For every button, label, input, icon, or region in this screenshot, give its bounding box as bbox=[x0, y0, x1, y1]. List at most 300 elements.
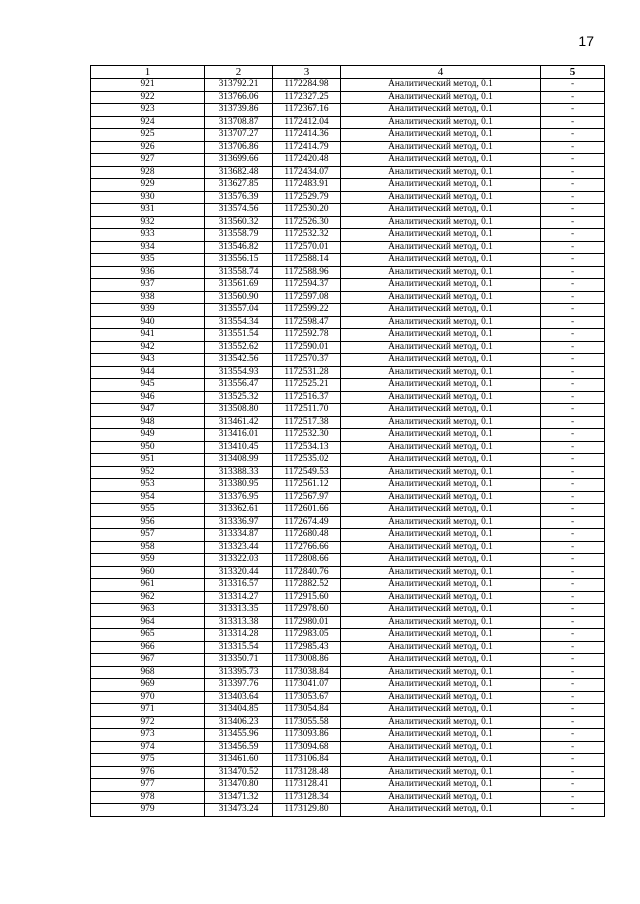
point-number-cell: 947 bbox=[91, 404, 205, 417]
point-number-cell: 940 bbox=[91, 316, 205, 329]
point-number-cell: 943 bbox=[91, 354, 205, 367]
note-cell: - bbox=[541, 316, 605, 329]
note-cell: - bbox=[541, 366, 605, 379]
method-cell: Аналитический метод, 0.1 bbox=[341, 804, 541, 817]
table-row bbox=[91, 804, 605, 817]
y-coordinate-cell: 1172414.36 bbox=[273, 129, 341, 142]
method-cell: Аналитический метод, 0.1 bbox=[341, 566, 541, 579]
y-coordinate-cell: 1172532.30 bbox=[273, 429, 341, 442]
method-cell: Аналитический метод, 0.1 bbox=[341, 479, 541, 492]
table-row bbox=[91, 291, 605, 304]
point-number-cell: 964 bbox=[91, 616, 205, 629]
note-cell: - bbox=[541, 291, 605, 304]
y-coordinate-cell: 1172597.08 bbox=[273, 291, 341, 304]
y-coordinate-cell: 1173093.86 bbox=[273, 729, 341, 742]
point-number-cell: 971 bbox=[91, 704, 205, 717]
table-row bbox=[91, 179, 605, 192]
point-number-cell: 941 bbox=[91, 329, 205, 342]
point-number-cell: 976 bbox=[91, 766, 205, 779]
table-row bbox=[91, 204, 605, 217]
x-coordinate-cell: 313408.99 bbox=[205, 454, 273, 467]
table-row bbox=[91, 754, 605, 767]
point-number-cell: 977 bbox=[91, 779, 205, 792]
table-row bbox=[91, 741, 605, 754]
method-cell: Аналитический метод, 0.1 bbox=[341, 779, 541, 792]
note-cell: - bbox=[541, 354, 605, 367]
note-cell: - bbox=[541, 641, 605, 654]
note-cell: - bbox=[541, 91, 605, 104]
method-cell: Аналитический метод, 0.1 bbox=[341, 666, 541, 679]
method-cell: Аналитический метод, 0.1 bbox=[341, 441, 541, 454]
method-cell: Аналитический метод, 0.1 bbox=[341, 716, 541, 729]
table-row bbox=[91, 429, 605, 442]
point-number-cell: 979 bbox=[91, 804, 205, 817]
note-cell: - bbox=[541, 716, 605, 729]
table-row bbox=[91, 629, 605, 642]
y-coordinate-cell: 1172674.49 bbox=[273, 516, 341, 529]
y-coordinate-cell: 1172978.60 bbox=[273, 604, 341, 617]
note-cell: - bbox=[541, 479, 605, 492]
table-row bbox=[91, 529, 605, 542]
point-number-cell: 970 bbox=[91, 691, 205, 704]
y-coordinate-cell: 1172599.22 bbox=[273, 304, 341, 317]
x-coordinate-cell: 313403.64 bbox=[205, 691, 273, 704]
method-cell: Аналитический метод, 0.1 bbox=[341, 579, 541, 592]
table-row bbox=[91, 329, 605, 342]
point-number-cell: 921 bbox=[91, 79, 205, 92]
method-cell: Аналитический метод, 0.1 bbox=[341, 379, 541, 392]
x-coordinate-cell: 313706.86 bbox=[205, 141, 273, 154]
y-coordinate-cell: 1172594.37 bbox=[273, 279, 341, 292]
point-number-cell: 953 bbox=[91, 479, 205, 492]
table-row bbox=[91, 679, 605, 692]
y-coordinate-cell: 1172284.98 bbox=[273, 79, 341, 92]
note-cell: - bbox=[541, 666, 605, 679]
point-number-cell: 925 bbox=[91, 129, 205, 142]
x-coordinate-cell: 313314.28 bbox=[205, 629, 273, 642]
method-cell: Аналитический метод, 0.1 bbox=[341, 604, 541, 617]
x-coordinate-cell: 313525.32 bbox=[205, 391, 273, 404]
x-coordinate-cell: 313313.35 bbox=[205, 604, 273, 617]
table-row bbox=[91, 604, 605, 617]
point-number-cell: 974 bbox=[91, 741, 205, 754]
y-coordinate-cell: 1172535.02 bbox=[273, 454, 341, 467]
x-coordinate-cell: 313376.95 bbox=[205, 491, 273, 504]
x-coordinate-cell: 313542.56 bbox=[205, 354, 273, 367]
note-cell: - bbox=[541, 541, 605, 554]
note-cell: - bbox=[541, 266, 605, 279]
method-cell: Аналитический метод, 0.1 bbox=[341, 79, 541, 92]
y-coordinate-cell: 1172570.01 bbox=[273, 241, 341, 254]
x-coordinate-cell: 313320.44 bbox=[205, 566, 273, 579]
column-header-2: 2 bbox=[205, 66, 273, 79]
y-coordinate-cell: 1172529.79 bbox=[273, 191, 341, 204]
note-cell: - bbox=[541, 104, 605, 117]
x-coordinate-cell: 313314.27 bbox=[205, 591, 273, 604]
method-cell: Аналитический метод, 0.1 bbox=[341, 504, 541, 517]
point-number-cell: 934 bbox=[91, 241, 205, 254]
table-row bbox=[91, 641, 605, 654]
coordinates-table bbox=[90, 65, 605, 817]
method-cell: Аналитический метод, 0.1 bbox=[341, 616, 541, 629]
note-cell: - bbox=[541, 504, 605, 517]
table-row bbox=[91, 591, 605, 604]
note-cell: - bbox=[541, 566, 605, 579]
y-coordinate-cell: 1172680.48 bbox=[273, 529, 341, 542]
table-row bbox=[91, 91, 605, 104]
table-row bbox=[91, 616, 605, 629]
y-coordinate-cell: 1173055.58 bbox=[273, 716, 341, 729]
x-coordinate-cell: 313315.54 bbox=[205, 641, 273, 654]
method-cell: Аналитический метод, 0.1 bbox=[341, 629, 541, 642]
point-number-cell: 928 bbox=[91, 166, 205, 179]
note-cell: - bbox=[541, 516, 605, 529]
table-header-row bbox=[91, 66, 605, 79]
point-number-cell: 978 bbox=[91, 791, 205, 804]
method-cell: Аналитический метод, 0.1 bbox=[341, 304, 541, 317]
method-cell: Аналитический метод, 0.1 bbox=[341, 216, 541, 229]
table-row bbox=[91, 691, 605, 704]
table-row bbox=[91, 541, 605, 554]
point-number-cell: 946 bbox=[91, 391, 205, 404]
x-coordinate-cell: 313708.87 bbox=[205, 116, 273, 129]
method-cell: Аналитический метод, 0.1 bbox=[341, 454, 541, 467]
y-coordinate-cell: 1173129.80 bbox=[273, 804, 341, 817]
method-cell: Аналитический метод, 0.1 bbox=[341, 341, 541, 354]
table-row bbox=[91, 716, 605, 729]
x-coordinate-cell: 313362.61 bbox=[205, 504, 273, 517]
y-coordinate-cell: 1172532.32 bbox=[273, 229, 341, 242]
y-coordinate-cell: 1172434.07 bbox=[273, 166, 341, 179]
x-coordinate-cell: 313546.82 bbox=[205, 241, 273, 254]
x-coordinate-cell: 313561.69 bbox=[205, 279, 273, 292]
point-number-cell: 965 bbox=[91, 629, 205, 642]
method-cell: Аналитический метод, 0.1 bbox=[341, 591, 541, 604]
table-row bbox=[91, 254, 605, 267]
method-cell: Аналитический метод, 0.1 bbox=[341, 391, 541, 404]
table-row bbox=[91, 491, 605, 504]
x-coordinate-cell: 313323.44 bbox=[205, 541, 273, 554]
point-number-cell: 924 bbox=[91, 116, 205, 129]
method-cell: Аналитический метод, 0.1 bbox=[341, 141, 541, 154]
point-number-cell: 961 bbox=[91, 579, 205, 592]
point-number-cell: 959 bbox=[91, 554, 205, 567]
y-coordinate-cell: 1172588.96 bbox=[273, 266, 341, 279]
x-coordinate-cell: 313554.34 bbox=[205, 316, 273, 329]
point-number-cell: 933 bbox=[91, 229, 205, 242]
table-row bbox=[91, 516, 605, 529]
note-cell: - bbox=[541, 429, 605, 442]
y-coordinate-cell: 1172915.60 bbox=[273, 591, 341, 604]
x-coordinate-cell: 313707.27 bbox=[205, 129, 273, 142]
x-coordinate-cell: 313455.96 bbox=[205, 729, 273, 742]
table-row bbox=[91, 241, 605, 254]
note-cell: - bbox=[541, 179, 605, 192]
point-number-cell: 927 bbox=[91, 154, 205, 167]
note-cell: - bbox=[541, 154, 605, 167]
note-cell: - bbox=[541, 591, 605, 604]
note-cell: - bbox=[541, 304, 605, 317]
method-cell: Аналитический метод, 0.1 bbox=[341, 116, 541, 129]
y-coordinate-cell: 1172420.48 bbox=[273, 154, 341, 167]
y-coordinate-cell: 1172808.66 bbox=[273, 554, 341, 567]
x-coordinate-cell: 313473.24 bbox=[205, 804, 273, 817]
method-cell: Аналитический метод, 0.1 bbox=[341, 541, 541, 554]
x-coordinate-cell: 313395.73 bbox=[205, 666, 273, 679]
table-row bbox=[91, 166, 605, 179]
point-number-cell: 960 bbox=[91, 566, 205, 579]
x-coordinate-cell: 313461.42 bbox=[205, 416, 273, 429]
column-header-3: 3 bbox=[273, 66, 341, 79]
y-coordinate-cell: 1172525.21 bbox=[273, 379, 341, 392]
x-coordinate-cell: 313456.59 bbox=[205, 741, 273, 754]
column-header-4: 4 bbox=[341, 66, 541, 79]
point-number-cell: 969 bbox=[91, 679, 205, 692]
table-row bbox=[91, 391, 605, 404]
table-row bbox=[91, 504, 605, 517]
table-row bbox=[91, 554, 605, 567]
point-number-cell: 944 bbox=[91, 366, 205, 379]
method-cell: Аналитический метод, 0.1 bbox=[341, 354, 541, 367]
method-cell: Аналитический метод, 0.1 bbox=[341, 704, 541, 717]
point-number-cell: 935 bbox=[91, 254, 205, 267]
y-coordinate-cell: 1172882.52 bbox=[273, 579, 341, 592]
x-coordinate-cell: 313470.52 bbox=[205, 766, 273, 779]
point-number-cell: 952 bbox=[91, 466, 205, 479]
table-row bbox=[91, 479, 605, 492]
x-coordinate-cell: 313461.60 bbox=[205, 754, 273, 767]
y-coordinate-cell: 1172327.25 bbox=[273, 91, 341, 104]
note-cell: - bbox=[541, 629, 605, 642]
column-header-5: 5 bbox=[541, 66, 605, 79]
method-cell: Аналитический метод, 0.1 bbox=[341, 691, 541, 704]
method-cell: Аналитический метод, 0.1 bbox=[341, 766, 541, 779]
table-row bbox=[91, 454, 605, 467]
method-cell: Аналитический метод, 0.1 bbox=[341, 791, 541, 804]
note-cell: - bbox=[541, 404, 605, 417]
point-number-cell: 954 bbox=[91, 491, 205, 504]
point-number-cell: 930 bbox=[91, 191, 205, 204]
y-coordinate-cell: 1172549.53 bbox=[273, 466, 341, 479]
x-coordinate-cell: 313576.39 bbox=[205, 191, 273, 204]
table-row bbox=[91, 729, 605, 742]
method-cell: Аналитический метод, 0.1 bbox=[341, 516, 541, 529]
note-cell: - bbox=[541, 466, 605, 479]
x-coordinate-cell: 313766.06 bbox=[205, 91, 273, 104]
x-coordinate-cell: 313380.95 bbox=[205, 479, 273, 492]
x-coordinate-cell: 313560.90 bbox=[205, 291, 273, 304]
y-coordinate-cell: 1172592.78 bbox=[273, 329, 341, 342]
x-coordinate-cell: 313699.66 bbox=[205, 154, 273, 167]
method-cell: Аналитический метод, 0.1 bbox=[341, 491, 541, 504]
note-cell: - bbox=[541, 391, 605, 404]
table-row bbox=[91, 441, 605, 454]
note-cell: - bbox=[541, 229, 605, 242]
y-coordinate-cell: 1172567.97 bbox=[273, 491, 341, 504]
point-number-cell: 942 bbox=[91, 341, 205, 354]
method-cell: Аналитический метод, 0.1 bbox=[341, 529, 541, 542]
x-coordinate-cell: 313508.80 bbox=[205, 404, 273, 417]
point-number-cell: 955 bbox=[91, 504, 205, 517]
x-coordinate-cell: 313334.87 bbox=[205, 529, 273, 542]
note-cell: - bbox=[541, 654, 605, 667]
note-cell: - bbox=[541, 129, 605, 142]
method-cell: Аналитический метод, 0.1 bbox=[341, 641, 541, 654]
y-coordinate-cell: 1173094.68 bbox=[273, 741, 341, 754]
table-row bbox=[91, 229, 605, 242]
method-cell: Аналитический метод, 0.1 bbox=[341, 279, 541, 292]
table-row bbox=[91, 791, 605, 804]
y-coordinate-cell: 1172590.01 bbox=[273, 341, 341, 354]
point-number-cell: 938 bbox=[91, 291, 205, 304]
note-cell: - bbox=[541, 579, 605, 592]
point-number-cell: 931 bbox=[91, 204, 205, 217]
table-row bbox=[91, 354, 605, 367]
table-row bbox=[91, 266, 605, 279]
note-cell: - bbox=[541, 766, 605, 779]
x-coordinate-cell: 313397.76 bbox=[205, 679, 273, 692]
x-coordinate-cell: 313558.74 bbox=[205, 266, 273, 279]
x-coordinate-cell: 313416.01 bbox=[205, 429, 273, 442]
point-number-cell: 926 bbox=[91, 141, 205, 154]
table-row bbox=[91, 141, 605, 154]
note-cell: - bbox=[541, 679, 605, 692]
table-row bbox=[91, 766, 605, 779]
note-cell: - bbox=[541, 691, 605, 704]
table-row bbox=[91, 779, 605, 792]
y-coordinate-cell: 1172601.66 bbox=[273, 504, 341, 517]
note-cell: - bbox=[541, 166, 605, 179]
x-coordinate-cell: 313558.79 bbox=[205, 229, 273, 242]
x-coordinate-cell: 313406.23 bbox=[205, 716, 273, 729]
y-coordinate-cell: 1173128.41 bbox=[273, 779, 341, 792]
table-row bbox=[91, 154, 605, 167]
note-cell: - bbox=[541, 529, 605, 542]
method-cell: Аналитический метод, 0.1 bbox=[341, 291, 541, 304]
point-number-cell: 950 bbox=[91, 441, 205, 454]
method-cell: Аналитический метод, 0.1 bbox=[341, 91, 541, 104]
point-number-cell: 922 bbox=[91, 91, 205, 104]
point-number-cell: 929 bbox=[91, 179, 205, 192]
method-cell: Аналитический метод, 0.1 bbox=[341, 254, 541, 267]
point-number-cell: 951 bbox=[91, 454, 205, 467]
note-cell: - bbox=[541, 141, 605, 154]
x-coordinate-cell: 313471.32 bbox=[205, 791, 273, 804]
y-coordinate-cell: 1173053.67 bbox=[273, 691, 341, 704]
table-row bbox=[91, 416, 605, 429]
note-cell: - bbox=[541, 379, 605, 392]
point-number-cell: 923 bbox=[91, 104, 205, 117]
note-cell: - bbox=[541, 341, 605, 354]
table-row bbox=[91, 566, 605, 579]
y-coordinate-cell: 1172511.70 bbox=[273, 404, 341, 417]
x-coordinate-cell: 313682.48 bbox=[205, 166, 273, 179]
y-coordinate-cell: 1172570.37 bbox=[273, 354, 341, 367]
table-row bbox=[91, 379, 605, 392]
y-coordinate-cell: 1173041.07 bbox=[273, 679, 341, 692]
note-cell: - bbox=[541, 191, 605, 204]
note-cell: - bbox=[541, 791, 605, 804]
note-cell: - bbox=[541, 729, 605, 742]
method-cell: Аналитический метод, 0.1 bbox=[341, 316, 541, 329]
table-row bbox=[91, 579, 605, 592]
point-number-cell: 957 bbox=[91, 529, 205, 542]
point-number-cell: 945 bbox=[91, 379, 205, 392]
x-coordinate-cell: 313388.33 bbox=[205, 466, 273, 479]
point-number-cell: 967 bbox=[91, 654, 205, 667]
x-coordinate-cell: 313404.85 bbox=[205, 704, 273, 717]
note-cell: - bbox=[541, 241, 605, 254]
y-coordinate-cell: 1172530.20 bbox=[273, 204, 341, 217]
method-cell: Аналитический метод, 0.1 bbox=[341, 366, 541, 379]
y-coordinate-cell: 1173106.84 bbox=[273, 754, 341, 767]
table-row bbox=[91, 316, 605, 329]
x-coordinate-cell: 313316.57 bbox=[205, 579, 273, 592]
table-row bbox=[91, 466, 605, 479]
y-coordinate-cell: 1172766.66 bbox=[273, 541, 341, 554]
column-header-1: 1 bbox=[91, 66, 205, 79]
y-coordinate-cell: 1172983.05 bbox=[273, 629, 341, 642]
y-coordinate-cell: 1173128.34 bbox=[273, 791, 341, 804]
point-number-cell: 948 bbox=[91, 416, 205, 429]
x-coordinate-cell: 313556.15 bbox=[205, 254, 273, 267]
x-coordinate-cell: 313410.45 bbox=[205, 441, 273, 454]
page-number: 17 bbox=[578, 33, 594, 49]
x-coordinate-cell: 313554.93 bbox=[205, 366, 273, 379]
y-coordinate-cell: 1172840.76 bbox=[273, 566, 341, 579]
x-coordinate-cell: 313470.80 bbox=[205, 779, 273, 792]
y-coordinate-cell: 1173038.84 bbox=[273, 666, 341, 679]
y-coordinate-cell: 1173008.86 bbox=[273, 654, 341, 667]
y-coordinate-cell: 1172526.30 bbox=[273, 216, 341, 229]
note-cell: - bbox=[541, 804, 605, 817]
table-row bbox=[91, 341, 605, 354]
x-coordinate-cell: 313556.47 bbox=[205, 379, 273, 392]
point-number-cell: 956 bbox=[91, 516, 205, 529]
method-cell: Аналитический метод, 0.1 bbox=[341, 741, 541, 754]
method-cell: Аналитический метод, 0.1 bbox=[341, 654, 541, 667]
note-cell: - bbox=[541, 204, 605, 217]
method-cell: Аналитический метод, 0.1 bbox=[341, 191, 541, 204]
note-cell: - bbox=[541, 741, 605, 754]
table-row bbox=[91, 366, 605, 379]
table-row bbox=[91, 79, 605, 92]
x-coordinate-cell: 313313.38 bbox=[205, 616, 273, 629]
note-cell: - bbox=[541, 329, 605, 342]
note-cell: - bbox=[541, 279, 605, 292]
table-row bbox=[91, 404, 605, 417]
point-number-cell: 949 bbox=[91, 429, 205, 442]
table-row bbox=[91, 666, 605, 679]
y-coordinate-cell: 1173128.48 bbox=[273, 766, 341, 779]
method-cell: Аналитический метод, 0.1 bbox=[341, 404, 541, 417]
method-cell: Аналитический метод, 0.1 bbox=[341, 129, 541, 142]
table-row bbox=[91, 654, 605, 667]
method-cell: Аналитический метод, 0.1 bbox=[341, 754, 541, 767]
x-coordinate-cell: 313739.86 bbox=[205, 104, 273, 117]
point-number-cell: 936 bbox=[91, 266, 205, 279]
point-number-cell: 966 bbox=[91, 641, 205, 654]
method-cell: Аналитический метод, 0.1 bbox=[341, 679, 541, 692]
note-cell: - bbox=[541, 704, 605, 717]
y-coordinate-cell: 1172534.13 bbox=[273, 441, 341, 454]
y-coordinate-cell: 1172367.16 bbox=[273, 104, 341, 117]
x-coordinate-cell: 313551.54 bbox=[205, 329, 273, 342]
method-cell: Аналитический метод, 0.1 bbox=[341, 329, 541, 342]
table-row bbox=[91, 279, 605, 292]
note-cell: - bbox=[541, 216, 605, 229]
y-coordinate-cell: 1172517.38 bbox=[273, 416, 341, 429]
